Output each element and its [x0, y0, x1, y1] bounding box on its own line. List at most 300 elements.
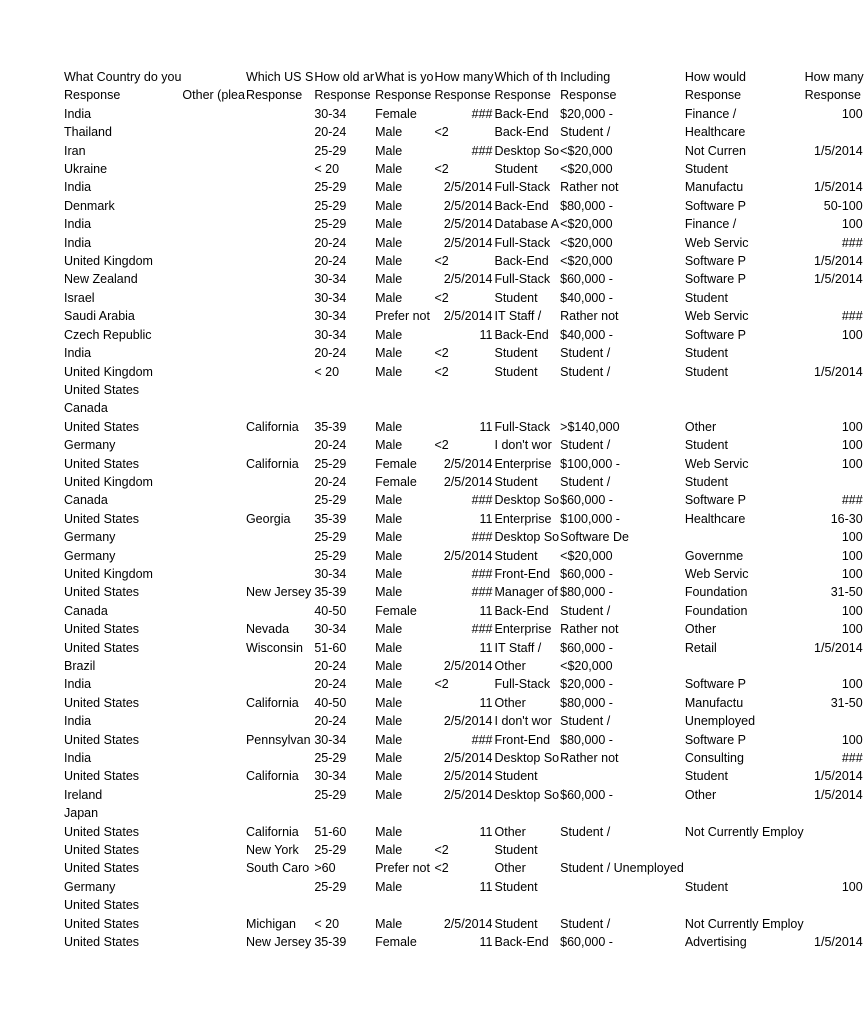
cell[interactable]: Germany [64, 548, 116, 563]
cell[interactable] [181, 841, 245, 859]
cell[interactable]: Student [684, 474, 728, 489]
cell[interactable] [804, 399, 864, 417]
cell[interactable]: New Zealand [64, 272, 138, 287]
cell[interactable]: Including [560, 70, 611, 84]
cell[interactable]: Response [804, 88, 861, 103]
cell[interactable] [433, 381, 493, 399]
cell[interactable] [181, 602, 245, 620]
cell[interactable]: Full-Stack [494, 180, 551, 195]
cell[interactable]: Male [375, 824, 403, 839]
cell[interactable]: United States [64, 640, 140, 655]
cell[interactable]: Student / [560, 474, 611, 489]
cell[interactable]: Foundation [684, 585, 748, 600]
cell[interactable]: 100 [841, 548, 863, 563]
cell[interactable]: ### [841, 751, 863, 766]
cell[interactable]: <$20,000 [560, 254, 613, 269]
cell[interactable]: Male [375, 290, 403, 305]
cell[interactable]: Student [684, 438, 728, 453]
cell[interactable] [374, 399, 433, 417]
cell[interactable] [684, 399, 804, 417]
cell[interactable]: 11 [479, 640, 493, 655]
cell[interactable] [181, 620, 245, 638]
cell[interactable]: 100 [841, 438, 863, 453]
cell[interactable] [494, 804, 560, 822]
cell[interactable] [181, 657, 245, 675]
cell[interactable]: Healthcare [684, 125, 746, 140]
cell[interactable]: Japan [64, 806, 99, 821]
cell[interactable]: United States [64, 695, 140, 710]
cell[interactable]: Desktop So [494, 493, 560, 508]
cell[interactable]: Germany [64, 438, 116, 453]
cell[interactable]: California [245, 419, 299, 434]
cell[interactable] [181, 473, 245, 491]
cell[interactable]: 35-39 [314, 585, 347, 600]
cell[interactable]: Software P [684, 677, 746, 692]
cell[interactable]: Healthcare [684, 511, 746, 526]
cell[interactable] [181, 878, 245, 896]
cell[interactable]: ### [841, 493, 863, 508]
cell[interactable]: 100 [841, 566, 863, 581]
cell[interactable]: 30-34 [314, 309, 347, 324]
cell[interactable] [245, 270, 313, 288]
cell[interactable]: Male [375, 327, 403, 342]
cell[interactable]: Male [375, 180, 403, 195]
cell[interactable]: Enterprise [494, 456, 552, 471]
cell[interactable]: $80,000 - [560, 585, 613, 600]
cell[interactable]: 2/5/2014 [443, 198, 493, 213]
cell[interactable]: 20-24 [314, 714, 347, 729]
cell[interactable]: 25-29 [314, 530, 347, 545]
cell[interactable]: Retail [684, 640, 717, 655]
cell[interactable] [181, 68, 245, 86]
cell[interactable]: <$20,000 [560, 217, 613, 232]
cell[interactable]: United Kingdom [64, 254, 153, 269]
cell[interactable]: Back-End [494, 254, 549, 269]
cell[interactable]: $80,000 - [560, 732, 613, 747]
cell[interactable]: Not Curren [684, 143, 746, 158]
cell[interactable]: Male [375, 438, 403, 453]
cell[interactable] [245, 289, 313, 307]
cell[interactable]: Enterprise [494, 622, 552, 637]
cell[interactable]: Student / [560, 364, 611, 379]
cell[interactable] [181, 859, 245, 877]
cell[interactable] [245, 252, 313, 270]
cell[interactable]: <2 [434, 438, 449, 453]
cell[interactable] [245, 804, 313, 822]
cell[interactable]: Software P [684, 493, 746, 508]
cell[interactable]: Other [494, 695, 526, 710]
cell[interactable]: 2/5/2014 [443, 456, 493, 471]
cell[interactable] [181, 123, 245, 141]
cell[interactable]: Female [375, 106, 417, 121]
cell[interactable]: Advertising [684, 935, 747, 950]
cell[interactable]: <2 [434, 125, 449, 140]
cell[interactable]: Female [375, 456, 417, 471]
cell[interactable]: Ukraine [64, 162, 108, 177]
cell[interactable] [245, 160, 313, 178]
cell[interactable]: United States [64, 824, 140, 839]
cell[interactable] [181, 731, 245, 749]
cell[interactable]: ### [471, 530, 493, 545]
cell[interactable]: <$20,000 [560, 235, 613, 250]
cell[interactable]: New Jersey [245, 585, 312, 600]
cell[interactable]: $60,000 - [560, 640, 613, 655]
cell[interactable]: Rather not [560, 622, 619, 637]
cell[interactable] [559, 381, 684, 399]
cell[interactable]: <2 [434, 162, 449, 177]
cell[interactable]: 2/5/2014 [443, 769, 493, 784]
cell[interactable]: Other (plea [182, 88, 245, 103]
cell[interactable]: ### [471, 566, 493, 581]
cell[interactable]: 1/5/2014 [814, 364, 863, 379]
cell[interactable]: South Caro [245, 861, 310, 876]
cell[interactable] [374, 381, 433, 399]
cell[interactable] [245, 178, 313, 196]
cell[interactable]: 100 [841, 603, 863, 618]
cell[interactable]: 1/5/2014 [814, 180, 863, 195]
cell[interactable]: 1/5/2014 [814, 640, 863, 655]
cell[interactable]: Response [434, 88, 491, 103]
cell[interactable]: Male [375, 346, 403, 361]
cell[interactable] [181, 896, 245, 914]
cell[interactable]: ### [471, 732, 493, 747]
cell[interactable]: $80,000 - [560, 695, 613, 710]
cell[interactable]: Israel [64, 290, 95, 305]
cell[interactable]: Back-End [494, 198, 549, 213]
cell[interactable] [181, 105, 245, 123]
cell[interactable]: How old ar [314, 70, 375, 84]
cell[interactable]: Wisconsin [245, 640, 303, 655]
cell[interactable]: Student [684, 346, 728, 361]
cell[interactable]: Female [375, 935, 417, 950]
cell[interactable]: Male [375, 622, 403, 637]
cell[interactable]: $40,000 - [560, 327, 613, 342]
cell[interactable]: 1/5/2014 [814, 143, 863, 158]
cell[interactable] [181, 381, 245, 399]
cell[interactable]: Other [684, 787, 717, 802]
cell[interactable]: 2/5/2014 [443, 272, 493, 287]
cell[interactable]: Software De [560, 530, 629, 545]
cell[interactable]: Student / [560, 125, 611, 140]
cell[interactable]: Student / [560, 346, 611, 361]
cell[interactable]: 35-39 [314, 511, 347, 526]
cell[interactable]: Pennsylvan [245, 732, 311, 747]
cell[interactable]: Germany [64, 879, 116, 894]
cell[interactable]: <2 [434, 843, 449, 858]
cell[interactable]: Not Currently Employ [684, 916, 804, 931]
cell[interactable] [181, 767, 245, 785]
cell[interactable]: 100 [841, 677, 863, 692]
cell[interactable]: Male [375, 659, 403, 673]
cell[interactable]: 2/5/2014 [443, 235, 493, 250]
cell[interactable] [313, 381, 374, 399]
cell[interactable]: India [64, 714, 92, 729]
cell[interactable]: Male [375, 254, 403, 269]
cell[interactable]: <2 [434, 677, 449, 692]
cell[interactable]: United States [64, 585, 140, 600]
cell[interactable]: 25-29 [314, 198, 347, 213]
cell[interactable]: 30-34 [314, 566, 347, 581]
cell[interactable]: Unemployed [684, 714, 756, 729]
cell[interactable] [181, 804, 245, 822]
cell[interactable]: ### [471, 585, 493, 600]
cell[interactable] [181, 786, 245, 804]
cell[interactable]: Front-End [494, 732, 551, 747]
cell[interactable] [245, 712, 313, 730]
cell[interactable]: $100,000 - [560, 456, 620, 471]
cell[interactable] [245, 528, 313, 546]
cell[interactable]: Response [64, 88, 121, 103]
cell[interactable]: 11 [479, 935, 493, 950]
cell[interactable]: ### [841, 235, 863, 250]
cell[interactable]: United States [64, 916, 140, 931]
cell[interactable] [181, 307, 245, 325]
cell[interactable] [181, 915, 245, 933]
cell[interactable]: Student [494, 162, 538, 177]
cell[interactable] [245, 473, 313, 491]
cell[interactable]: Male [375, 235, 403, 250]
cell[interactable]: 100 [841, 217, 863, 232]
cell[interactable] [804, 473, 864, 491]
cell[interactable]: Student / [560, 603, 611, 618]
cell[interactable] [245, 344, 313, 362]
cell[interactable]: 40-50 [314, 603, 347, 618]
cell[interactable] [804, 712, 864, 730]
cell[interactable] [804, 289, 864, 307]
cell[interactable]: 31-50 [830, 585, 863, 600]
cell[interactable]: 25-29 [314, 217, 347, 232]
cell[interactable]: 2/5/2014 [443, 916, 493, 931]
cell[interactable] [181, 436, 245, 454]
cell[interactable]: 100 [841, 879, 863, 894]
cell[interactable]: Response [494, 88, 551, 103]
cell[interactable]: Response [560, 88, 617, 103]
cell[interactable] [684, 657, 804, 675]
cell[interactable] [245, 142, 313, 160]
cell[interactable]: 30-34 [314, 622, 347, 637]
cell[interactable]: 20-24 [314, 235, 347, 250]
cell[interactable] [559, 896, 684, 914]
cell[interactable] [804, 160, 864, 178]
cell[interactable]: India [64, 677, 92, 692]
cell[interactable] [181, 142, 245, 160]
cell[interactable]: Male [375, 566, 403, 581]
cell[interactable]: Student [684, 769, 728, 784]
cell[interactable]: 25-29 [314, 493, 347, 508]
cell[interactable]: India [64, 751, 92, 766]
cell[interactable]: Desktop So [494, 530, 560, 545]
cell[interactable]: 11 [479, 327, 493, 342]
cell[interactable]: Prefer not [375, 309, 430, 324]
cell[interactable]: Male [375, 530, 403, 545]
cell[interactable]: 2/5/2014 [443, 180, 493, 195]
cell[interactable]: How many [434, 70, 494, 84]
cell[interactable]: Thailand [64, 125, 112, 140]
cell[interactable] [181, 160, 245, 178]
cell[interactable]: 11 [479, 419, 493, 434]
cell[interactable]: 2/5/2014 [443, 659, 493, 673]
cell[interactable]: ### [471, 106, 493, 121]
cell[interactable]: Rather not [560, 751, 619, 766]
cell[interactable]: Male [375, 125, 403, 140]
cell[interactable] [181, 823, 245, 841]
cell[interactable]: 100 [841, 456, 863, 471]
cell[interactable] [433, 804, 493, 822]
cell[interactable]: Male [375, 272, 403, 287]
cell[interactable]: Which of th [494, 70, 558, 84]
cell[interactable]: India [64, 235, 92, 250]
cell[interactable]: $60,000 - [560, 787, 613, 802]
cell[interactable]: California [245, 824, 299, 839]
cell[interactable] [804, 915, 864, 933]
cell[interactable]: Ireland [64, 787, 103, 802]
cell[interactable]: 30-34 [314, 769, 347, 784]
cell[interactable]: Saudi Arabia [64, 309, 135, 324]
cell[interactable]: 50-100 [823, 198, 863, 213]
cell[interactable] [245, 234, 313, 252]
cell[interactable]: Manufactu [684, 695, 744, 710]
cell[interactable]: Student / [560, 714, 611, 729]
cell[interactable]: $20,000 - [560, 106, 613, 121]
cell[interactable] [433, 896, 493, 914]
cell[interactable]: 1/5/2014 [814, 769, 863, 784]
cell[interactable]: Nevada [245, 622, 290, 637]
cell[interactable] [804, 804, 864, 822]
cell[interactable]: Desktop So [494, 143, 560, 158]
cell[interactable]: 25-29 [314, 180, 347, 195]
cell[interactable]: Male [375, 916, 403, 931]
cell[interactable]: Student [494, 843, 538, 858]
cell[interactable] [804, 823, 864, 841]
cell[interactable]: <2 [434, 364, 449, 379]
cell[interactable] [181, 639, 245, 657]
cell[interactable] [804, 123, 864, 141]
cell[interactable] [559, 399, 684, 417]
cell[interactable] [181, 455, 245, 473]
cell[interactable]: < 20 [314, 162, 340, 177]
cell[interactable]: Denmark [64, 198, 115, 213]
cell[interactable]: United States [64, 861, 140, 876]
cell[interactable] [181, 252, 245, 270]
cell[interactable]: 51-60 [314, 640, 347, 655]
cell[interactable] [245, 307, 313, 325]
cell[interactable]: Other [684, 419, 717, 434]
cell[interactable]: Manufactu [684, 180, 744, 195]
cell[interactable]: <$20,000 [560, 143, 613, 158]
cell[interactable]: 2/5/2014 [443, 309, 493, 324]
cell[interactable]: Full-Stack [494, 677, 551, 692]
cell[interactable]: 16-30 [830, 511, 863, 526]
cell[interactable]: Male [375, 548, 403, 563]
cell[interactable]: Student [494, 769, 538, 784]
cell[interactable]: <$20,000 [560, 659, 613, 673]
cell[interactable] [245, 491, 313, 509]
cell[interactable] [684, 841, 804, 859]
cell[interactable]: <2 [434, 346, 449, 361]
cell[interactable]: United Kingdom [64, 474, 153, 489]
cell[interactable]: >60 [314, 861, 336, 876]
cell[interactable] [494, 896, 560, 914]
cell[interactable] [245, 896, 313, 914]
cell[interactable]: United States [64, 843, 140, 858]
cell[interactable]: 11 [479, 879, 493, 894]
cell[interactable]: 2/5/2014 [443, 548, 493, 563]
cell[interactable]: Student [684, 162, 728, 177]
cell[interactable]: Male [375, 769, 403, 784]
cell[interactable]: Student / Unemployed [560, 861, 684, 876]
cell[interactable] [181, 510, 245, 528]
cell[interactable]: Male [375, 511, 403, 526]
cell[interactable]: Database A [494, 217, 560, 232]
cell[interactable] [433, 399, 493, 417]
cell[interactable]: Iran [64, 143, 86, 158]
cell[interactable] [181, 491, 245, 509]
cell[interactable]: Web Servic [684, 566, 749, 581]
cell[interactable]: 20-24 [314, 254, 347, 269]
cell[interactable]: 25-29 [314, 456, 347, 471]
cell[interactable]: Foundation [684, 603, 748, 618]
cell[interactable]: 2/5/2014 [443, 751, 493, 766]
cell[interactable]: <$20,000 [560, 548, 613, 563]
cell[interactable]: 1/5/2014 [814, 254, 863, 269]
cell[interactable]: >$140,000 [560, 419, 620, 434]
cell[interactable]: Web Servic [684, 309, 749, 324]
cell[interactable]: Web Servic [684, 456, 749, 471]
cell[interactable]: Not Currently Employ [684, 824, 804, 839]
cell[interactable] [245, 436, 313, 454]
cell[interactable] [804, 657, 864, 675]
cell[interactable]: Male [375, 419, 403, 434]
cell[interactable] [245, 326, 313, 344]
cell[interactable]: Student / [560, 824, 611, 839]
cell[interactable]: Student [494, 474, 538, 489]
cell[interactable]: Prefer not [375, 861, 430, 876]
cell[interactable]: ### [471, 622, 493, 637]
cell[interactable]: 1/5/2014 [814, 787, 863, 802]
cell[interactable]: Czech Republic [64, 327, 152, 342]
cell[interactable] [181, 344, 245, 362]
cell[interactable]: 20-24 [314, 346, 347, 361]
cell[interactable] [245, 657, 313, 675]
cell[interactable] [245, 675, 313, 693]
cell[interactable]: Male [375, 751, 403, 766]
cell[interactable] [684, 381, 804, 399]
cell[interactable]: <2 [434, 290, 449, 305]
cell[interactable] [804, 841, 864, 859]
cell[interactable]: 25-29 [314, 548, 347, 563]
cell[interactable]: Female [375, 603, 417, 618]
cell[interactable]: 1/5/2014 [814, 272, 863, 287]
cell[interactable]: United States [64, 456, 140, 471]
cell[interactable]: ### [471, 143, 493, 158]
cell[interactable]: 25-29 [314, 787, 347, 802]
cell[interactable]: Male [375, 732, 403, 747]
cell[interactable] [181, 933, 245, 951]
cell[interactable]: Student [684, 290, 728, 305]
cell[interactable] [684, 528, 804, 546]
cell[interactable]: Software P [684, 254, 746, 269]
cell[interactable]: Software P [684, 732, 746, 747]
cell[interactable] [494, 399, 560, 417]
cell[interactable]: Response [684, 88, 742, 103]
cell[interactable]: 100 [841, 106, 863, 121]
cell[interactable]: 11 [479, 824, 493, 839]
cell[interactable]: Canada [64, 401, 108, 416]
cell[interactable]: 2/5/2014 [443, 787, 493, 802]
cell[interactable] [494, 381, 560, 399]
cell[interactable]: Back-End [494, 935, 549, 950]
cell[interactable] [245, 399, 313, 417]
